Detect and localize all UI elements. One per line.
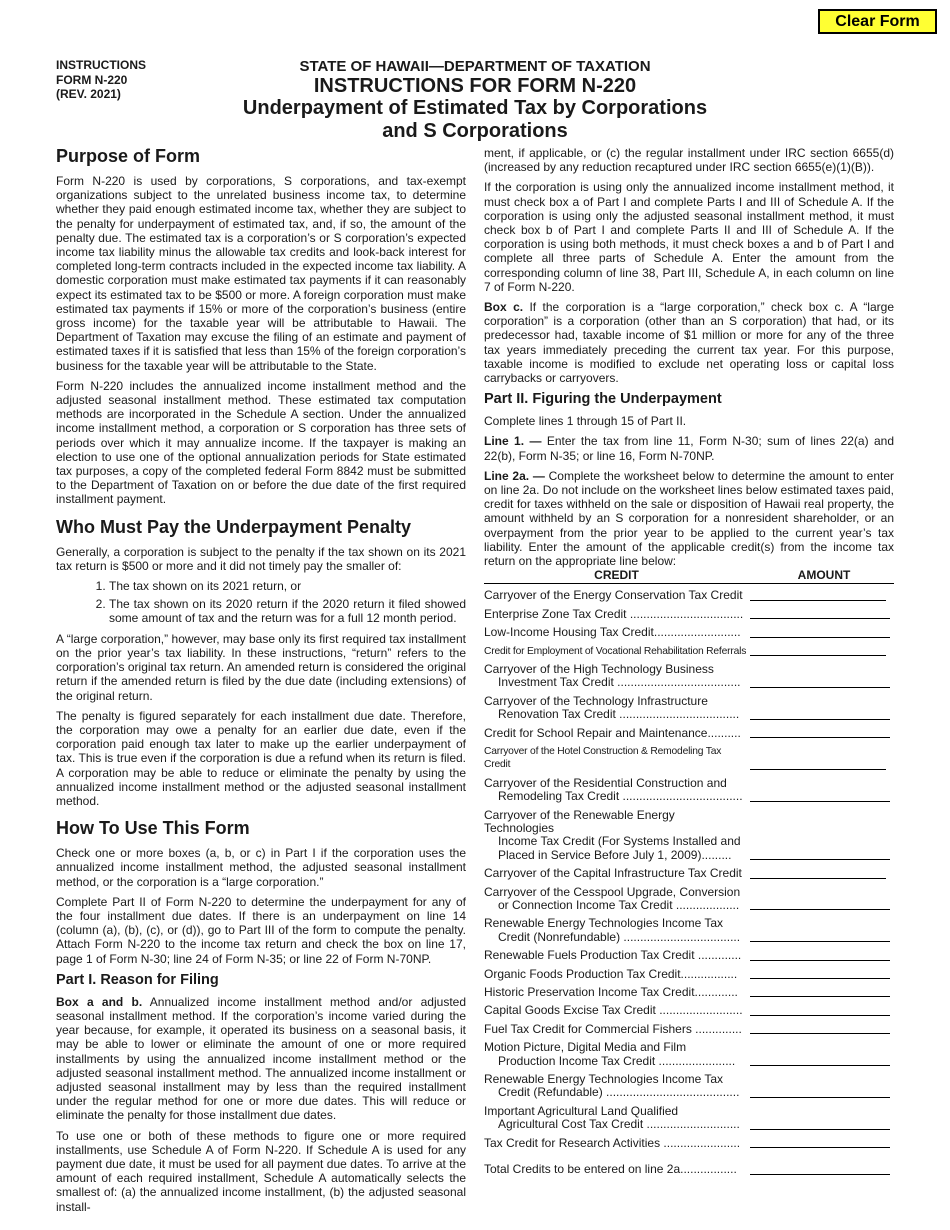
credit-label-line: Renewable Energy Technologies Income Tax (484, 1072, 724, 1087)
amount-field[interactable] (750, 1129, 890, 1130)
credit-row (484, 1137, 894, 1150)
list-item: 2. The tax shown on its 2020 return if the 2020 return it filed showed some amount of tax and the return was for a full 12 month period. (109, 597, 466, 625)
line1-lead: Line 1. — (484, 434, 542, 449)
credit-row (484, 777, 894, 804)
credit-label (484, 695, 744, 722)
credit-label (484, 608, 744, 621)
credit-label (484, 809, 744, 863)
credit-label-line: Carryover of the Residential Construction and (484, 775, 727, 790)
credit-label (484, 1105, 744, 1132)
amount-field[interactable] (750, 859, 890, 860)
credit-label-line: Remodeling Tax Credit .................................... (498, 789, 743, 804)
amount-field[interactable] (750, 996, 890, 997)
credit-label-line: Production Income Tax Credit ....................... (498, 1053, 736, 1068)
credit-label (484, 1137, 744, 1150)
credit-label-line: Important Agricultural Land Qualified (484, 1103, 679, 1118)
credit-row (484, 968, 894, 981)
credit-row (484, 608, 894, 621)
right-column (484, 146, 894, 1177)
credit-table-header (484, 568, 894, 584)
form-id (56, 58, 146, 102)
credit-label-line: Tax Credit for Research Activities ....................... (484, 1135, 741, 1150)
col-credit-header: CREDIT (594, 568, 639, 583)
credit-row (484, 949, 894, 962)
credit-label-line: Income Tax Credit (For Systems Installed and (498, 834, 741, 849)
line2a-paragraph (484, 469, 894, 568)
amount-field[interactable] (750, 941, 890, 942)
who-must-pay-heading: Who Must Pay the Underpayment Penalty (56, 516, 412, 537)
amount-field[interactable] (750, 1015, 890, 1016)
credit-row (484, 886, 894, 913)
amount-field[interactable] (750, 1174, 890, 1175)
list-item: 1. The tax shown on its 2021 return, or (109, 579, 466, 593)
amount-field[interactable] (750, 1147, 890, 1148)
credit-label-line: Carryover of the Energy Conservation Tax Credit (484, 588, 743, 603)
part1-paragraph-continued: ment, if applicable, or (c) the regular installment under IRC section 6655(d) (increased by any reduction recaptured under IRC section 6655(e)(1)(B)). (484, 146, 894, 175)
purpose-paragraph: Form N-220 is used by corporations, S corporations, and tax-exempt organizations subject to the unrelated business income tax, to determine whether they paid enough estimated income tax, whether they are subject to the penalty for underpayment of estimated tax, and, if so, the amount of the penalty due. The estimated tax is a corporation’s or S corporation’s expected income tax liability minus the allowable tax credits and look-back interest for completed long-term contracts included in the expected income tax liability. A domestic corporation must make estimated tax payments if it can reasonably expect its estimated tax to be $500 or more. A foreign corporation must make estimated tax payments if 15% or more of the corporation’s business (entire gross income) for the taxable year will be attributable to Hawaii. The Department of Taxation may excuse the filing of an estimate and payment of estimated taxes if it is satisfied that less than 15% of the foreign corporation’s business for the taxable year will be attributable to the State. (56, 174, 466, 373)
credit-label-line: Motion Picture, Digital Media and Film (484, 1040, 687, 1055)
left-column (56, 146, 466, 1220)
credit-label (484, 867, 750, 880)
purpose-heading: Purpose of Form (56, 146, 201, 166)
credit-row (484, 1023, 894, 1036)
credit-row (484, 986, 894, 999)
line2a-text: Complete the worksheet below to determine the amount to enter on line 2a. Do not include on the worksheet lines below estimated taxes paid, credit for taxes withheld on the sale or disposition of Hawaii real property, the amount withheld by an S corporation for a nonresident shareholder, or an overpayment from the prior year to be applied to the current year’s tax liability. Enter the amount of the applicable credit(s) from the income tax return on the appropriate line below: (484, 468, 894, 569)
credit-label-line: Credit for Employment of Vocational Rehabilitation Referrals (484, 645, 747, 657)
form-id-line: (REV. 2021) (56, 87, 121, 101)
credit-label (484, 1073, 744, 1100)
box-c-paragraph (484, 300, 894, 385)
part1-heading: Part I. Reason for Filing (56, 971, 219, 988)
amount-field[interactable] (750, 1033, 890, 1034)
how-to-use-paragraph: Check one or more boxes (a, b, or c) in Part I if the corporation uses the annualized income installment method, the adjusted seasonal installment method, or the corporation is a “large corporation.” (56, 846, 466, 889)
credit-label (484, 777, 744, 804)
credit-label-line: Carryover of the Cesspool Upgrade, Conversion (484, 884, 741, 899)
who-must-pay-paragraph: Generally, a corporation is subject to the penalty if the tax shown on its 2021 tax return is $500 or more and it did not timely pay the smaller of: (56, 544, 466, 573)
credit-label (484, 589, 750, 602)
credit-label (484, 1163, 744, 1176)
amount-field[interactable] (750, 655, 886, 656)
amount-field[interactable] (750, 600, 886, 601)
credit-label (484, 968, 744, 981)
credit-label (484, 645, 750, 658)
credit-label-line: Agricultural Cost Tax Credit ............................ (498, 1117, 740, 1132)
credit-label-line: Placed in Service Before July 1, 2009)......... (498, 847, 732, 862)
credit-label (484, 1023, 744, 1036)
credit-label (484, 663, 744, 690)
credit-label-line: Carryover of the Renewable Energy Technologies (484, 807, 675, 835)
who-must-pay-paragraph: A “large corporation,” however, may base only its first required tax installment on the prior year’s tax liability. In these instructions, “return” refers to the corporation’s original tax return. An amended return is considered the original return if the amended return is filed by the due date (including extensions) of the original return. (56, 631, 466, 703)
credit-label (484, 745, 750, 772)
credit-label-line: Carryover of the Technology Infrastructure (484, 693, 708, 708)
part1-paragraph: To use one or both of these methods to figure one or more required installments, use Schedule A of Form N-220. If Schedule A is used for any payment due date, it must be used for all payment due dates. To arrive at the amount of each required installment, Schedule A automatically selects the smallest of: (a) the annualized income installment, (b) the adjusted seasonal install- (56, 1128, 466, 1214)
part2-heading: Part II. Figuring the Underpayment (484, 391, 722, 408)
box-ab-lead: Box a and b. (56, 994, 143, 1009)
amount-field[interactable] (750, 687, 890, 688)
credit-row (484, 1073, 894, 1100)
credit-label-line: Carryover of the High Technology Business (484, 661, 714, 676)
credit-label-line: Investment Tax Credit ..................................... (498, 675, 741, 690)
credit-label-line: Low-Income Housing Tax Credit.......................... (484, 625, 741, 640)
line1-text: Enter the tax from line 11, Form N-30; sum of lines 22(a) and 22(b), Form N-35; or line 16, Form N-70NP. (484, 434, 895, 463)
amount-field[interactable] (750, 1065, 890, 1066)
credit-label-line: or Connection Income Tax Credit ................... (498, 898, 740, 912)
box-ab-paragraph (56, 995, 466, 1123)
subtitle-line-2: and S Corporations (382, 120, 568, 142)
how-to-use-heading: How To Use This Form (56, 818, 250, 839)
form-id-line: FORM N-220 (56, 72, 128, 87)
line2a-lead: Line 2a. — (484, 468, 545, 483)
box-ab-text: Annualized income installment method and/or adjusted seasonal installment method. If the corporation’s income varied during the year because, for example, it operated its business on a seasonal basis, it may be able to lower or eliminate the amount of one or more required installments by using the annualized income installment method or the adjusted seasonal installment method. The annualized income installment or adjusted seasonal installment may by less than the required installment under the regular method for one or more due dates. This will reduce or eliminate the penalty for those installment due dates. (56, 994, 466, 1123)
amount-field[interactable] (750, 909, 890, 910)
credit-rows (484, 589, 894, 1176)
who-must-pay-list (56, 579, 466, 626)
amount-field[interactable] (750, 719, 890, 720)
credit-label (484, 917, 744, 944)
credit-row (484, 645, 894, 658)
credit-label-line: Fuel Tax Credit for Commercial Fishers .............. (484, 1021, 742, 1036)
credit-label-line: Renovation Tax Credit .................................... (498, 707, 740, 722)
credit-label-line: Capital Goods Excise Tax Credit ......................... (484, 1003, 743, 1018)
credit-row (484, 745, 894, 772)
amount-field[interactable] (750, 1097, 890, 1098)
credit-label (484, 986, 744, 999)
credit-label-line: Credit for School Repair and Maintenance.......... (484, 725, 741, 740)
part1-paragraph: If the corporation is using only the annualized income installment method, it must check box a of Part I and complete Parts I and III of Schedule A. If the corporation is using only the adjusted seasonal installment method, it must check box b of Part I and complete Parts II and III of Schedule A. If the corporation is using both methods, it must check boxes a and b of Part I and complete all three parts of Schedule A. Enter the amount from the corresponding column of line 38, Part III, Schedule A, in each column on line 7 of Form N-220. (484, 180, 894, 294)
amount-field[interactable] (750, 737, 890, 738)
credit-row (484, 917, 894, 944)
credit-label (484, 949, 744, 962)
credit-worksheet (484, 568, 894, 1176)
line1-paragraph (484, 434, 894, 462)
credit-label-line: Carryover of the Capital Infrastructure Tax Credit (484, 866, 742, 881)
credit-row (484, 663, 894, 690)
amount-field[interactable] (750, 618, 890, 619)
page-title (200, 58, 750, 143)
col-amount-header: AMOUNT (797, 568, 851, 583)
how-to-use-paragraph: Complete Part II of Form N-220 to determine the underpayment for any of the four installment due dates. If there is an underpayment on line 14 (column (a), (b), (c), or (d)), go to Part III of the form to compute the penalty. Attach Form N-220 to the income tax return and check the box on line 17, page 1 of Form N-30; line 24 of Form N-35; or line 22 of Form N-70NP. (56, 894, 466, 966)
credit-label (484, 1004, 744, 1017)
amount-field[interactable] (750, 878, 886, 879)
credit-row (484, 695, 894, 722)
credit-row (484, 589, 894, 602)
credit-row (484, 867, 894, 880)
credit-row (484, 626, 894, 639)
credit-label (484, 626, 744, 639)
amount-field[interactable] (750, 960, 890, 961)
part2-paragraph: Complete lines 1 through 15 of Part II. (484, 414, 687, 429)
credit-label-line: Total Credits to be entered on line 2a................. (484, 1162, 737, 1177)
amount-field[interactable] (750, 769, 886, 770)
credit-label-line: Renewable Fuels Production Tax Credit ............. (484, 948, 742, 963)
clear-form-button[interactable]: Clear Form (818, 9, 937, 34)
credit-row (484, 809, 894, 863)
credit-label-line: Enterprise Zone Tax Credit .................................. (484, 606, 744, 621)
amount-field[interactable] (750, 978, 890, 979)
credit-row (484, 727, 894, 740)
purpose-paragraph: Form N-220 includes the annualized income installment method and the adjusted seasonal installment method. These estimated tax computation methods are incorporated in the Schedule A section. Under the annualized income installment method, a corporation or S corporation has three sets of periods over which it may annualize income. If the taxpayer is making an election to use one of the optional annualization periods for State estimated tax purposes, a copy of the completed federal Form 8842 must be submitted to the Department of Taxation on or before the due date of the first required installment payment. (56, 378, 466, 507)
who-must-pay-paragraph: The penalty is figured separately for each installment due date. Therefore, the corporation may owe a penalty for an earlier due date, even if the corporation paid enough tax later to make up the earlier underpayment of tax. This is true even if the corporation is due a refund when its return is filed. A corporation may be able to reduce or eliminate the penalty by using the annualized income installment method or the adjusted seasonal installment method. (56, 708, 466, 808)
credit-row (484, 1041, 894, 1068)
agency-title: STATE OF HAWAII—DEPARTMENT OF TAXATION (299, 58, 651, 75)
credit-label-line: Organic Foods Production Tax Credit................. (484, 966, 738, 981)
credit-row (484, 1105, 894, 1132)
credit-label (484, 886, 744, 913)
credit-row (484, 1163, 894, 1176)
credit-label-line: Carryover of the Hotel Construction & Remodeling Tax Credit (484, 745, 722, 771)
form-id-line: INSTRUCTIONS (56, 58, 146, 72)
box-c-text: If the corporation is a “large corporation,” check box c. A “large corporation” is a corporation (other than an S corporation) that had, or its predecessor had, taxable income of $1 million or more for any of the three tax years immediately preceding the current tax year. For this purpose, taxable income is modified to exclude net operating loss or capital loss carrybacks or carryovers. (484, 300, 894, 386)
credit-label-line: Renewable Energy Technologies Income Tax (484, 916, 724, 931)
box-c-lead: Box c. (484, 300, 524, 315)
amount-field[interactable] (750, 637, 890, 638)
credit-label-line: Credit (Nonrefundable) ................................... (498, 929, 741, 944)
credit-label-line: Credit (Refundable) ........................................ (498, 1085, 740, 1100)
amount-field[interactable] (750, 801, 890, 802)
credit-label (484, 1041, 744, 1068)
instructions-title: INSTRUCTIONS FOR FORM N-220 (313, 75, 637, 97)
credit-row (484, 1004, 894, 1017)
credit-label-line: Historic Preservation Income Tax Credit............. (484, 985, 738, 1000)
credit-label (484, 727, 744, 740)
subtitle-line-1: Underpayment of Estimated Tax by Corporations (242, 97, 708, 119)
